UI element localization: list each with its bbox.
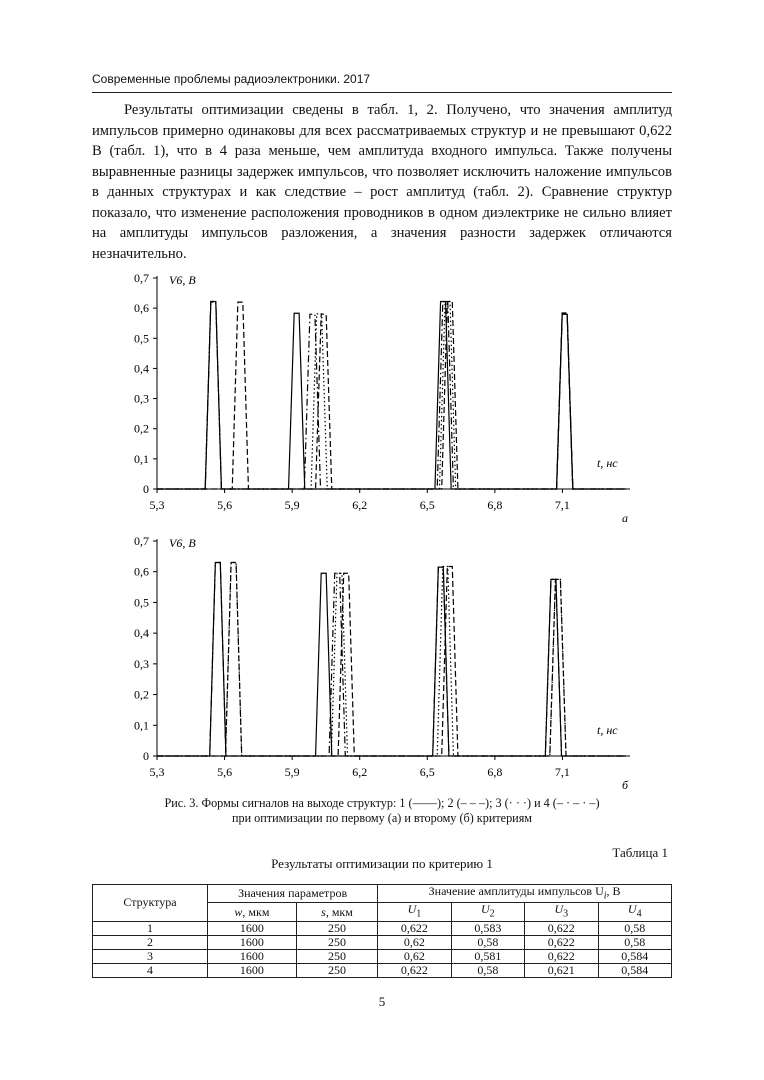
x-tick-label: 6,2 [352, 765, 368, 779]
x-tick-label: 7,1 [554, 765, 570, 779]
table-number: Таблица 1 [612, 845, 668, 860]
y-tick-label: 0 [143, 749, 149, 763]
page-number: 5 [378, 994, 386, 1009]
y-tick-label: 0,1 [134, 718, 149, 733]
table-cell: 250 [296, 921, 377, 935]
series-line-2 [157, 302, 625, 489]
x-tick-label: 6,2 [352, 498, 368, 512]
series-line-2 [157, 563, 625, 757]
table-cell: 3 [93, 949, 208, 963]
table-cell: 0,584 [598, 963, 672, 977]
y-tick-label: 0,4 [134, 626, 149, 641]
y-tick-label: 0,6 [134, 564, 149, 579]
y-tick-label: 0,2 [134, 687, 149, 702]
y-tick-label: 0,4 [134, 361, 149, 376]
x-tick-label: 5,3 [149, 765, 165, 779]
table-cell: 4 [93, 963, 208, 977]
table-cell: 0,62 [378, 935, 451, 949]
header-u4: $U_4$ [598, 903, 672, 921]
table-cell: 0,622 [525, 921, 598, 935]
table-cell: 1600 [208, 949, 297, 963]
x-axis-label: t, нс [597, 723, 618, 737]
y-tick-label: 0,3 [134, 391, 149, 406]
table-row [93, 949, 672, 963]
x-tick-label: 6,8 [487, 765, 503, 779]
table-cell: 250 [296, 935, 377, 949]
y-tick-label: 0,5 [134, 595, 149, 610]
table-cell: 250 [296, 949, 377, 963]
x-tick-label: 6,5 [419, 498, 435, 512]
table-cell: 0,622 [378, 963, 451, 977]
running-header: Современные проблемы радиоэлектроники. 2017 [92, 72, 371, 86]
y-tick-label: 0,5 [134, 331, 149, 346]
x-axis-label: t, нс [597, 456, 618, 470]
header-amplitude: Значение амплитуды импульсов $U_i$, В [378, 885, 672, 903]
table-cell: 0,58 [451, 963, 524, 977]
y-tick-label: 0,1 [134, 451, 149, 466]
table-cell: 250 [296, 963, 377, 977]
y-tick-label: 0,7 [134, 534, 149, 548]
y-axis-label: V6, В [169, 273, 196, 287]
table-title: Результаты оптимизации по критерию 1 [271, 856, 493, 871]
y-tick-label: 0,3 [134, 656, 149, 671]
table-cell: 0,58 [451, 935, 524, 949]
y-tick-label: 0,7 [134, 271, 149, 285]
y-tick-label: 0 [143, 482, 149, 496]
table-cell: 1600 [208, 963, 297, 977]
header-u2: $U_2$ [451, 903, 524, 921]
table-cell: 0,62 [378, 949, 451, 963]
series-line-1 [157, 302, 625, 489]
y-axis-label: V6, В [169, 536, 196, 550]
x-tick-label: 5,6 [217, 498, 233, 512]
y-tick-label: 0,2 [134, 421, 149, 436]
x-tick-label: 7,1 [554, 498, 570, 512]
series-line-3 [157, 302, 625, 489]
x-tick-label: 6,5 [419, 765, 435, 779]
table-cell: 0,584 [598, 949, 672, 963]
results-table [92, 884, 672, 978]
table-cell: 0,583 [451, 921, 524, 935]
y-tick-label: 0,6 [134, 301, 149, 316]
series-line-4 [157, 302, 625, 489]
x-tick-label: 5,9 [284, 765, 300, 779]
panel-label: а [622, 511, 628, 525]
table-cell: 0,58 [598, 935, 672, 949]
header-s: s, мкм [296, 903, 377, 921]
table-cell: 1600 [208, 935, 297, 949]
table-cell: 1600 [208, 921, 297, 935]
table-row [93, 921, 672, 935]
table-cell: 0,58 [598, 921, 672, 935]
table-cell: 2 [93, 935, 208, 949]
header-u1: $U_1$ [378, 903, 451, 921]
body-paragraph: Результаты оптимизации сведены в табл. 1, 2. Получено, что значения амплитуд импульсов примерно одинаковы для всех рассматриваемых структур и не превышают 0,622 В (табл. 1), что в 4 раза меньше, чем амплитуда входного импульса. Также получены выравненные разницы задержек импульсов, что позволяет исключить наложение импульсов в данных структурах и как следствие – рост амплитуд (табл. 2). Сравнение структур показало, что изменение расположения проводников в одном диэлектрике не сильно влияет на амплитуды импульсов разложения, а значения разности задержек отличаются незначительно. [92, 102, 672, 262]
table-row [93, 935, 672, 949]
header-params: Значения параметров [208, 885, 378, 903]
header-u3: $U_3$ [525, 903, 598, 921]
series-line-4 [157, 563, 625, 757]
table-cell: 0,622 [525, 935, 598, 949]
figure-caption [92, 796, 672, 826]
header-w: w, мкм [208, 903, 297, 921]
x-tick-label: 5,6 [217, 765, 233, 779]
table-cell: 0,621 [525, 963, 598, 977]
table-cell: 0,622 [525, 949, 598, 963]
x-tick-label: 5,9 [284, 498, 300, 512]
header-structure: Структура [93, 885, 208, 922]
table-row [93, 963, 672, 977]
caption-line-1: Рис. 3. Формы сигналов на выходе структур: 1 (——); 2 (– – –); 3 (· · ·) и 4 (– · – · –) [164, 796, 600, 810]
caption-line-2: при оптимизации по первому (а) и второму (б) критериям [231, 811, 533, 825]
table-cell: 0,581 [451, 949, 524, 963]
table-cell: 1 [93, 921, 208, 935]
series-line-3 [157, 563, 625, 757]
x-tick-label: 6,8 [487, 498, 503, 512]
panel-label: б [622, 778, 629, 792]
x-tick-label: 5,3 [149, 498, 165, 512]
table-cell: 0,622 [378, 921, 451, 935]
series-line-1 [157, 563, 625, 757]
